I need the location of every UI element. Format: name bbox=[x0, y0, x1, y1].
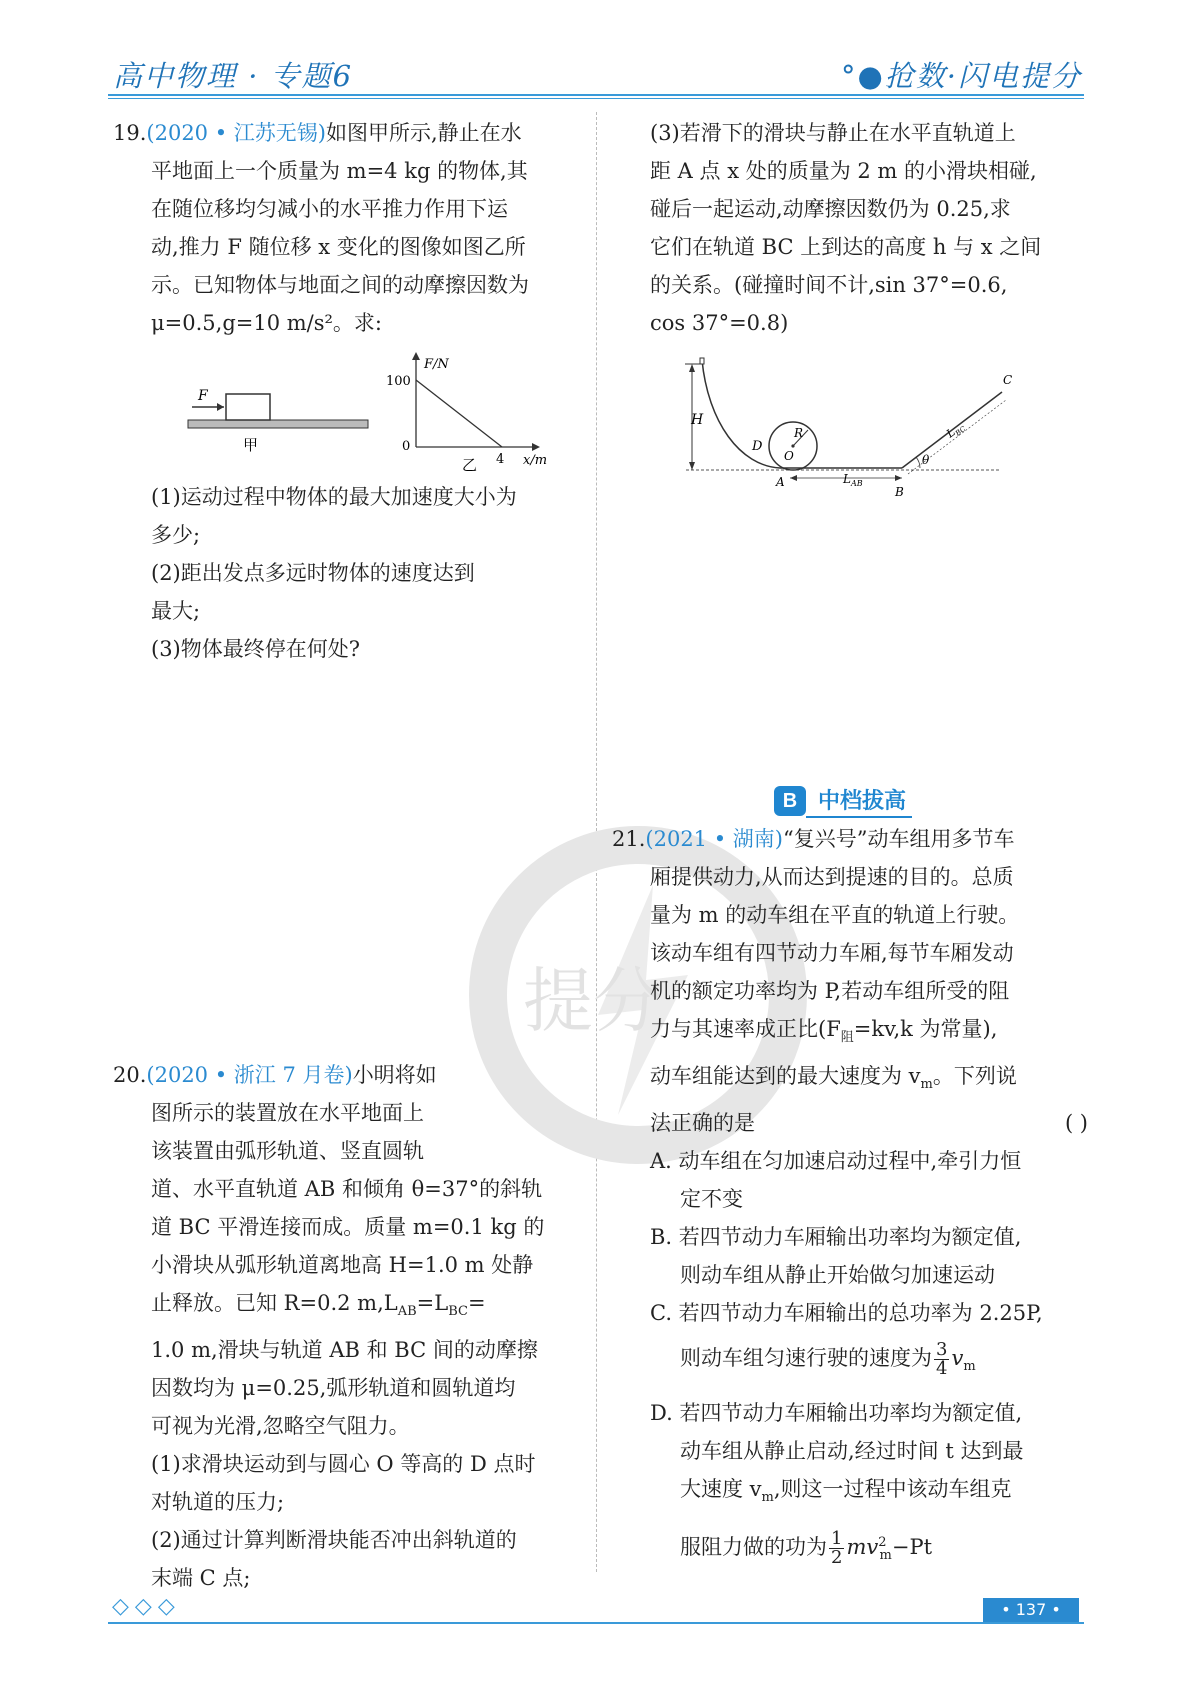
q21-source-tag: (2021 • 湖南) bbox=[645, 827, 783, 851]
q21-text-line: 力与其速率成正比($F_阻=kv,k$ 为常量), bbox=[650, 1017, 998, 1046]
option-b-cont: 则动车组从静止开始做匀加速运动 bbox=[680, 1263, 995, 1288]
q20-part3-line: 它们在轨道 BC 上到达的高度 h 与 x 之间 bbox=[650, 235, 1042, 259]
q19-part-line: (1)运动过程中物体的最大加速度大小为 bbox=[151, 485, 517, 509]
q20-part-line: (1)求滑块运动到与圆心 O 等高的 D 点时 bbox=[151, 1452, 536, 1477]
label-R: R bbox=[794, 426, 804, 440]
q19-text-line: 动,推力 F 随位移 x 变化的图像如图乙所 bbox=[151, 235, 526, 259]
header-rule-thin bbox=[108, 98, 1084, 99]
q21-text-line: 该动车组有四节动力车厢,每节车厢发动 bbox=[650, 941, 1014, 965]
label-theta: θ bbox=[922, 453, 930, 467]
force-label: F bbox=[198, 388, 208, 404]
section-badge: B bbox=[774, 786, 806, 816]
q21-text-line: 动车组能达到的最大速度为 $v_m$。下列说 bbox=[650, 1064, 1017, 1093]
q21-text-line: “复兴号”动车组用多节车 bbox=[782, 827, 1015, 851]
q20-text-line: 因数均为 μ=0.25,弧形轨道和圆轨道均 bbox=[151, 1376, 516, 1401]
x-axis-label: x/m bbox=[523, 453, 548, 468]
f-x-line bbox=[416, 380, 502, 447]
label-O: O bbox=[784, 449, 794, 463]
q20-text-line: 道 BC 平滑连接而成。质量 m=0.1 kg 的 bbox=[151, 1215, 545, 1239]
q19-part-line: (3)物体最终停在何处? bbox=[151, 637, 361, 661]
question-19 bbox=[113, 114, 589, 342]
y-tick-100: 100 bbox=[386, 374, 411, 389]
option-d: D. 若四节动力车厢输出功率均为额定值, bbox=[650, 1400, 1023, 1425]
figure-jia-label: 甲 bbox=[243, 436, 259, 454]
q20-text-line: 可视为光滑,忽略空气阻力。 bbox=[151, 1414, 410, 1439]
footer-rule bbox=[108, 1622, 1084, 1624]
label-B: B bbox=[895, 485, 904, 499]
q20-part3-line: 距 A 点 x 处的质量为 2 m 的小滑块相碰, bbox=[650, 159, 1037, 183]
q19-number: 19. bbox=[113, 121, 147, 145]
q20-part3-line: 碰后一起运动,动摩擦因数仍为 0.25,求 bbox=[650, 197, 1011, 221]
q20-part-3 bbox=[650, 114, 1090, 342]
q20-part3-line: (3)若滑下的滑块与静止在水平直轨道上 bbox=[650, 121, 1016, 145]
q21-text-line: 量为 m 的动车组在平直的轨道上行驶。 bbox=[650, 903, 1020, 927]
q19-text-line: 示。已知物体与地面之间的动摩擦因数为 bbox=[151, 273, 529, 297]
label-H: H bbox=[691, 412, 704, 428]
q19-text-line: 平地面上一个质量为 m=4 kg 的物体,其 bbox=[151, 159, 528, 183]
q20-text-line: 图所示的装置放在水平地面上 bbox=[151, 1101, 424, 1125]
q21-text-line: 法正确的是 ( ) bbox=[612, 1104, 1088, 1142]
header-brand-title: °●抢数·闪电提分 bbox=[840, 59, 1082, 93]
label-D: D bbox=[752, 439, 763, 454]
origin-label: 0 bbox=[402, 439, 411, 454]
label-LBC: $L_{BC}$ bbox=[943, 424, 968, 441]
header-rule bbox=[108, 94, 1084, 96]
q19-figure bbox=[180, 350, 560, 475]
watermark-text: 提分 bbox=[523, 960, 663, 1042]
question-20 bbox=[113, 1056, 589, 1597]
header-subject-title: 高中物理 · 专题6 bbox=[113, 59, 354, 93]
q19-text-line: μ=0.5,g=10 m/s²。求: bbox=[151, 311, 383, 335]
y-axis-label: F/N bbox=[424, 357, 449, 372]
block bbox=[226, 394, 270, 420]
page-number: • 137 • bbox=[983, 1598, 1079, 1622]
q20-part-line: (2)通过计算判断滑块能否冲出斜轨道的 bbox=[151, 1528, 517, 1553]
q20-text-line: 该装置由弧形轨道、竖直圆轨 bbox=[151, 1139, 424, 1163]
q19-text-line: 如图甲所示,静止在水 bbox=[325, 121, 522, 145]
fraction-three-quarters: $\frac{3}{4}$ bbox=[936, 1339, 948, 1380]
q20-text-line: 止释放。已知 R=0.2 $m,L_{AB}=L_{BC}=$ bbox=[151, 1291, 486, 1320]
x-tick-4: 4 bbox=[496, 452, 505, 467]
q20-number: 20. bbox=[113, 1063, 147, 1087]
option-d-cont: 服阻力做的功为 $\frac{1}{2}$ $mv^2_m-Pt$ bbox=[680, 1527, 933, 1568]
q20-track-figure bbox=[680, 352, 1013, 500]
q20-part-line: 对轨道的压力; bbox=[151, 1490, 285, 1515]
q20-text-line: 小滑块从弧形轨道离地高 H=1.0 m 处静 bbox=[151, 1253, 534, 1277]
q20-part3-line: 的关系。(碰撞时间不计,sin 37°=0.6, bbox=[650, 273, 1008, 297]
q19-part-line: (2)距出发点多远时物体的速度达到 bbox=[151, 561, 475, 585]
option-c-cont: 则动车组匀速行驶的速度为 $\frac{3}{4}$ $v_m$ bbox=[680, 1339, 976, 1380]
question-21 bbox=[612, 820, 1088, 1582]
q19-part-line: 多少; bbox=[151, 523, 201, 547]
label-LAB: $L_{AB}$ bbox=[843, 472, 863, 488]
label-C: C bbox=[1003, 373, 1013, 387]
q20-part3-line: cos 37°=0.8) bbox=[650, 311, 789, 335]
option-c: C. 若四节动力车厢输出的总功率为 2.25P, bbox=[650, 1301, 1043, 1326]
option-d-cont: 动车组从静止启动,经过时间 t 达到最 bbox=[680, 1438, 1024, 1463]
q19-text-line: 在随位移均匀减小的水平推力作用下运 bbox=[151, 197, 508, 221]
q21-text-line: 厢提供动力,从而达到提速的目的。总质 bbox=[650, 865, 1014, 889]
q20-text-line: 小明将如 bbox=[352, 1063, 437, 1087]
answer-bracket: ( ) bbox=[1064, 1111, 1088, 1136]
q20-text-line: 1.0 m,滑块与轨道 AB 和 BC 间的动摩擦 bbox=[151, 1338, 538, 1363]
figure-yi-label: 乙 bbox=[462, 456, 478, 474]
option-a-cont: 定不变 bbox=[680, 1187, 743, 1212]
q19-parts bbox=[151, 478, 591, 668]
option-d-cont: 大速度 $v_m$,则这一过程中该动车组克 bbox=[680, 1476, 1012, 1505]
q21-number: 21. bbox=[612, 827, 646, 851]
q19-source-tag: (2020 • 江苏无锡) bbox=[146, 121, 326, 145]
section-b-heading bbox=[774, 786, 912, 816]
q20-source-tag: (2020 • 浙江 7 月卷) bbox=[146, 1063, 353, 1087]
option-b: B. 若四节动力车厢输出功率均为额定值, bbox=[650, 1225, 1022, 1250]
label-A: A bbox=[776, 475, 785, 489]
section-title: 中档拔高 bbox=[806, 786, 912, 818]
ground-plate bbox=[188, 420, 368, 428]
curved-track bbox=[702, 360, 780, 468]
q19-part-line: 最大; bbox=[151, 599, 201, 623]
q21-text-line: 机的额定功率均为 P,若动车组所受的阻 bbox=[650, 979, 1010, 1003]
footer-diamond-icons: ◇◇◇ bbox=[112, 1594, 181, 1619]
q20-text-line: 道、水平直轨道 AB 和倾角 θ=37°的斜轨 bbox=[151, 1177, 543, 1201]
q20-part-line: 末端 C 点; bbox=[151, 1566, 251, 1591]
option-a: A. 动车组在匀加速启动过程中,牵引力恒 bbox=[650, 1149, 1022, 1174]
fraction-one-half: $\frac{1}{2}$ bbox=[831, 1527, 843, 1568]
